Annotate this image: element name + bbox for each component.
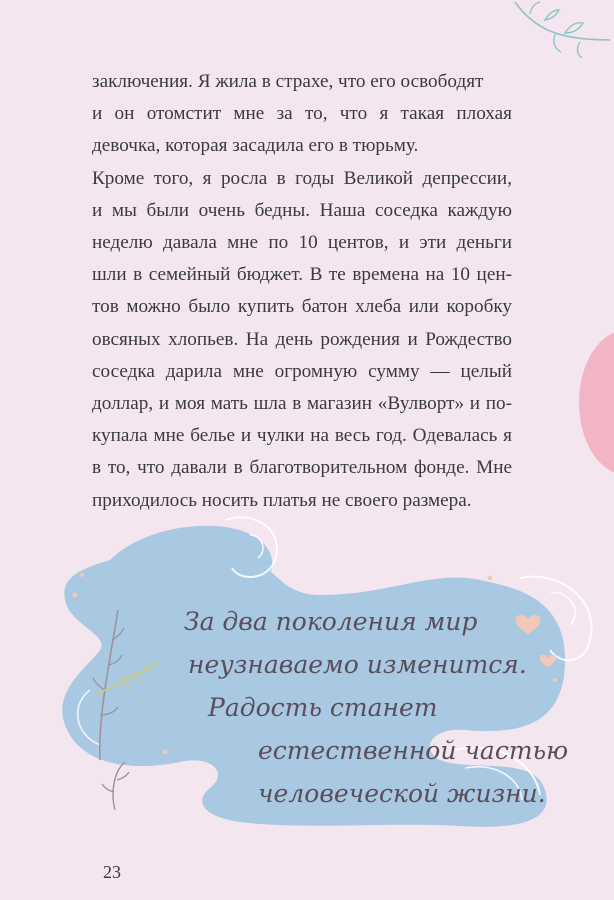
body-line: и он отомстит мне за то, что я такая плохая — [92, 103, 512, 125]
body-line: овсяных хлопьев. На день рождения и Рождество — [92, 328, 512, 350]
pull-quote — [0, 600, 614, 815]
quote-line: естественной частью — [258, 736, 569, 765]
quote-line: человеческой жизни. — [258, 779, 546, 808]
quote-line: За два поколения мир — [184, 607, 478, 636]
pink-circle-decoration — [579, 330, 614, 475]
body-line: приходилось носить платья не своего размера. — [92, 489, 472, 511]
body-line: купала мне белье и чулки на весь год. Одевалась я — [92, 425, 512, 447]
body-line: в то, что давали в благотворительном фонде. Мне — [92, 457, 512, 479]
body-line: доллар, и моя мать шла в магазин «Вулворт» и по- — [92, 393, 512, 415]
page-number: 23 — [103, 862, 121, 882]
body-paragraph — [92, 66, 512, 517]
leaf-sprig-icon — [505, 0, 614, 60]
body-line: и мы были очень бедны. Наша соседка каждую — [92, 199, 512, 221]
body-line: шли в семейный бюджет. В те времена на 10 цен- — [92, 264, 512, 286]
quote-line: неузнаваемо изменится. — [188, 650, 527, 679]
body-line: соседка дарила мне огромную сумму — целый — [92, 360, 512, 382]
body-line: девочка, которая засадила его в тюрьму. — [92, 135, 419, 157]
quote-line: Радость станет — [208, 693, 438, 722]
body-line: заключения. Я жила в страхе, что его освободят — [92, 71, 484, 92]
body-line: тов можно было купить батон хлеба или коробку — [92, 296, 512, 318]
body-line: Кроме того, я росла в годы Великой депрессии, — [92, 167, 512, 189]
body-line: неделю давала мне по 10 центов, и эти деньги — [92, 232, 512, 254]
